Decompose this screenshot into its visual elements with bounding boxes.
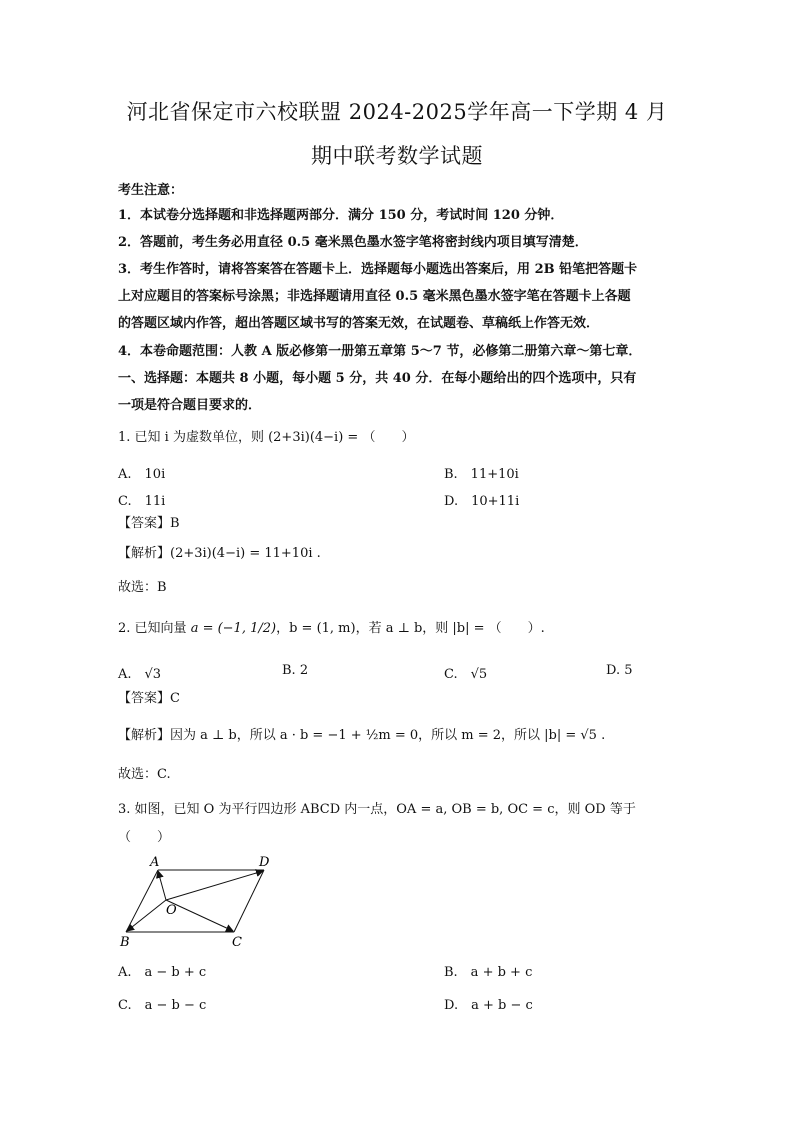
q1-option-a: A. 10i: [118, 467, 166, 482]
label-c: C: [232, 935, 242, 950]
q3-option-a: A. a − b + c: [118, 965, 207, 980]
title-line-1: 河北省保定市六校联盟 2024-2025学年高一下学期 4 月: [126, 100, 668, 124]
label-a: A: [150, 855, 160, 870]
parallelogram-figure: [114, 852, 284, 952]
q2-stem-prefix: 2. 已知向量: [118, 621, 187, 636]
title-line-2: 期中联考数学试题: [311, 144, 483, 168]
q2-analysis: 【解析】因为 a ⊥ b，所以 a · b = −1 + ½m = 0，所以 m = 2，所以 |b| = √5 .: [118, 728, 606, 743]
q1-option-c: C. 11i: [118, 494, 166, 509]
q2-vector-a: a = (−1, 1/2): [190, 621, 277, 636]
notice-item-3-cont2: 的答题区域内作答，超出答题区域书写的答案无效，在试题卷、草稿纸上作答无效．: [118, 316, 600, 331]
q1-analysis: 【解析】(2+3i)(4−i) = 11+10i .: [118, 546, 321, 561]
q1-conclusion: 故选：B: [118, 580, 167, 595]
q1-answer: 【答案】B: [118, 516, 180, 531]
vector-oa: [158, 871, 166, 900]
q3-stem: 3. 如图，已知 O 为平行四边形 ABCD 内一点，OA = a, OB = b, OC = c，则 OD 等于: [118, 802, 636, 817]
q1-option-d: D. 10+11i: [444, 494, 520, 509]
q2-option-d: D. 5: [606, 663, 633, 678]
vector-ob: [127, 900, 166, 931]
q3-option-c: C. a − b − c: [118, 998, 207, 1013]
q1-option-b: B. 11+10i: [444, 467, 519, 482]
label-b: B: [120, 935, 130, 950]
q3-option-d: D. a + b − c: [444, 998, 533, 1013]
section-heading-line-2: 一项是符合题目要求的．: [118, 398, 262, 413]
q2-option-b: B. 2: [282, 663, 309, 678]
section-heading-line-1: 一、选择题：本题共 8 小题，每小题 5 分，共 40 分．在每小题给出的四个选项中，只有: [118, 371, 637, 386]
edge-dc: [234, 870, 264, 932]
vector-od: [166, 871, 263, 900]
edge-ab: [126, 870, 158, 932]
q2-stem-rest: ，b = (1, m)，若 a ⊥ b，则 |b| = （ ）.: [276, 621, 545, 636]
notice-item-3-cont: 上对应题目的答案标号涂黑；非选择题请用直径 0.5 毫米黑色墨水签字笔在答题卡上各题: [118, 289, 631, 304]
notice-header: 考生注意：: [118, 183, 184, 198]
q2-option-a: A. √3: [118, 667, 162, 682]
label-o: O: [166, 903, 177, 918]
q2-stem: [118, 621, 688, 637]
notice-item-3: 3．考生作答时，请将答案答在答题卡上．选择题每小题选出答案后，用 2B 铅笔把答题卡: [118, 262, 638, 277]
q3-option-b: B. a + b + c: [444, 965, 533, 980]
q2-option-c: C. √5: [444, 667, 488, 682]
notice-item-1: 1．本试卷分选择题和非选择题两部分．满分 150 分，考试时间 120 分钟．: [118, 208, 564, 223]
q1-stem: 1. 已知 i 为虚数单位，则 (2+3i)(4−i) = （ ）: [118, 430, 415, 445]
q2-answer: 【答案】C: [118, 691, 180, 706]
q2-conclusion: 故选：C.: [118, 767, 171, 782]
label-d: D: [259, 855, 270, 870]
q3-paren: （ ）: [118, 830, 171, 845]
notice-item-4: 4．本卷命题范围：人教 A 版必修第一册第五章第 5～7 节，必修第二册第六章～第七章．: [118, 344, 642, 359]
notice-item-2: 2．答题前，考生务必用直径 0.5 毫米黑色墨水签字笔将密封线内项目填写清楚．: [118, 235, 588, 250]
